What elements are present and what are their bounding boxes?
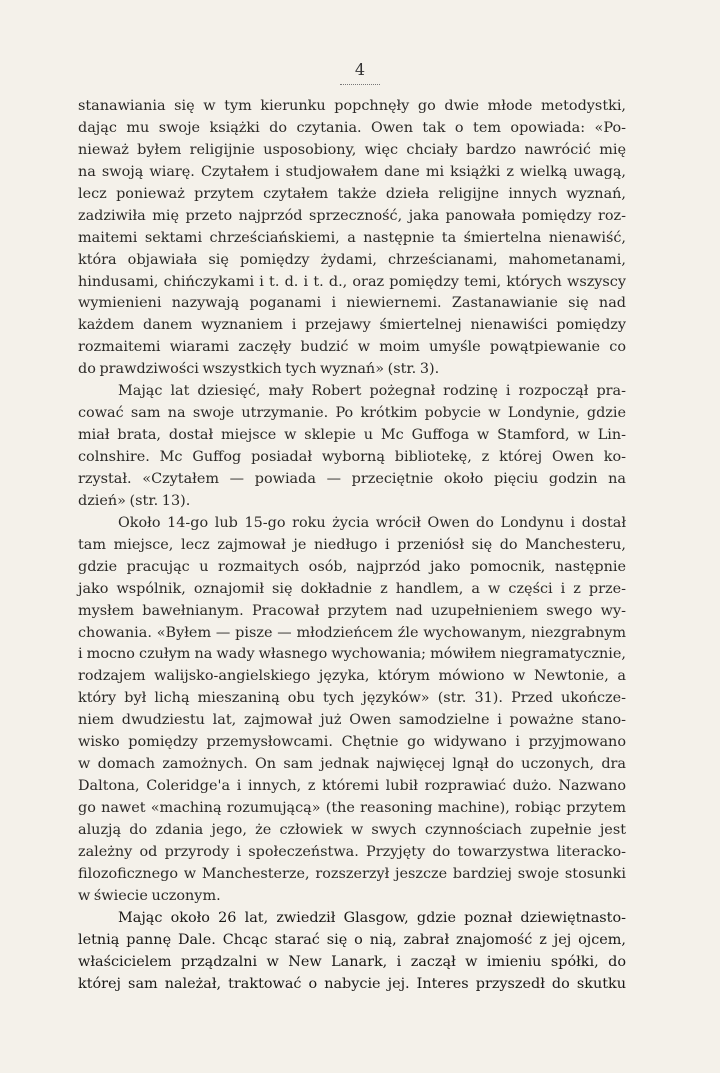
text-line: chowania. «Byłem — pisze — młodzieńcem źle wychowanym, niezgrabnym xyxy=(78,624,626,641)
text-line: wymienieni nazywają poganami i niewiernemi. Zastanawianie się nad xyxy=(78,295,626,312)
text-line: Daltona, Coleridge'a i innych, z któremi lubił rozprawiać dużo. Nazwano xyxy=(78,778,626,795)
text-line: i mocno czułym na wady własnego wychowania; mówiłem niegramatycznie, xyxy=(78,646,626,663)
text-line: Około 14-go lub 15-go roku życia wrócił Owen do Londynu i dostał xyxy=(118,514,626,531)
text-line: Mając lat dziesięć, mały Robert pożegnał rodzinę i rozpoczął pra- xyxy=(118,383,626,400)
text-line: niem dwudziestu lat, zajmował już Owen samodzielne i poważne stano- xyxy=(78,712,626,729)
text-line: każdem danem wyznaniem i przejawy śmiertelnej nienawiści pomiędzy xyxy=(78,317,626,334)
text-line: miał brata, dostał miejsce w sklepie u Mc Guffoga w Stamford, w Lin- xyxy=(78,427,626,444)
text-line: maitemi sektami chrześciańskiemi, a następnie ta śmiertelna nienawiść, xyxy=(78,229,626,246)
text-line: zależny od przyrody i społeczeństwa. Przyjęty do towarzystwa literacko- xyxy=(78,843,626,860)
text-line: mysłem bawełnianym. Pracował przytem nad uzupełnieniem swego wy- xyxy=(78,602,626,619)
text-line: dzień» (str. 13). xyxy=(78,492,191,509)
text-line: lecz ponieważ przytem czytałem także dzieła religijne innych wyznań, xyxy=(78,185,626,202)
text-line: hindusami, chińczykami i t. d. i t. d., oraz pomiędzy temi, których wszyscy xyxy=(78,273,626,290)
text-line: który był lichą mieszaniną obu tych języków» (str. 31). Przed ukończe- xyxy=(78,690,626,707)
text-line: rzystał. «Czytałem — powiada — przeciętnie około pięciu godzin na xyxy=(78,470,626,487)
text-line: aluzją do zdania jego, że człowiek w swych czynnościach zupełnie jest xyxy=(78,821,626,838)
text-line: go nawet «machiną rozumującą» (the reasoning machine), robiąc przytem xyxy=(78,800,626,816)
text-line: zadziwiła mię przeto najprzód sprzeczność, jaka panowała pomiędzy roz- xyxy=(78,207,626,224)
text-line: colnshire. Mc Guffog posiadał wyborną bibliotekę, z której Owen ko- xyxy=(78,449,626,465)
text-line: wisko pomiędzy przemysłowcami. Chętnie go widywano i przyjmowano xyxy=(78,734,626,751)
text-line: stanawiania się w tym kierunku popchnęły go dwie młode metodystki, xyxy=(78,98,626,114)
text-line: która objawiała się pomiędzy żydami, chrześcianami, mahometanami, xyxy=(78,251,626,268)
text-line: której sam należał, traktować o nabycie jej. Interes przyszedł do skutku xyxy=(78,975,626,992)
text-line: gdzie pracując u rozmaitych osób, najprzód jako pomocnik, następnie xyxy=(78,558,626,575)
text-line: w domach zamożnych. On sam jednak najwięcej lgnął do uczonych, dra xyxy=(78,756,626,773)
text-line: na swoją wiarę. Czytałem i studjowałem dane mi książki z wielką uwagą, xyxy=(78,163,626,180)
text-line: rozmaitemi wiarami zaczęły budzić w moim umyśle powątpiewanie co xyxy=(78,339,626,356)
text-line: dając mu swoje książki do czytania. Owen tak o tem opowiada: «Po- xyxy=(78,119,626,136)
text-line: w świecie uczonym. xyxy=(78,887,221,904)
text-line: jako wspólnik, oznajomił się dokładnie z handlem, a w części i z prze- xyxy=(78,580,626,597)
text-line: rodzajem walijsko-angielskiego języka, którym mówiono w Newtonie, a xyxy=(78,668,626,685)
body-text xyxy=(78,96,626,995)
text-line: cować sam na swoje utrzymanie. Po krótkim pobycie w Londynie, gdzie xyxy=(78,405,626,422)
text-line: nieważ byłem religijnie usposobiony, więc chciały bardzo nawrócić mię xyxy=(78,141,626,158)
text-line: właścicielem prządzalni w New Lanark, i zaczął w imieniu spółki, do xyxy=(78,953,626,970)
text-line: Mając około 26 lat, zwiedził Glasgow, gdzie poznał dziewiętnasto- xyxy=(118,909,626,926)
page-number: 4 xyxy=(0,60,720,86)
text-line: letnią pannę Dale. Chcąc starać się o nią, zabrał znajomość z jej ojcem, xyxy=(78,931,626,948)
text-line: filozoficznego w Manchesterze, rozszerzył jeszcze bardziej swoje stosunki xyxy=(78,865,626,882)
text-line: do prawdziwości wszystkich tych wyznań» (str. 3). xyxy=(78,361,440,378)
text-line: tam miejsce, lecz zajmował je niedługo i przeniósł się do Manchesteru, xyxy=(78,536,626,553)
